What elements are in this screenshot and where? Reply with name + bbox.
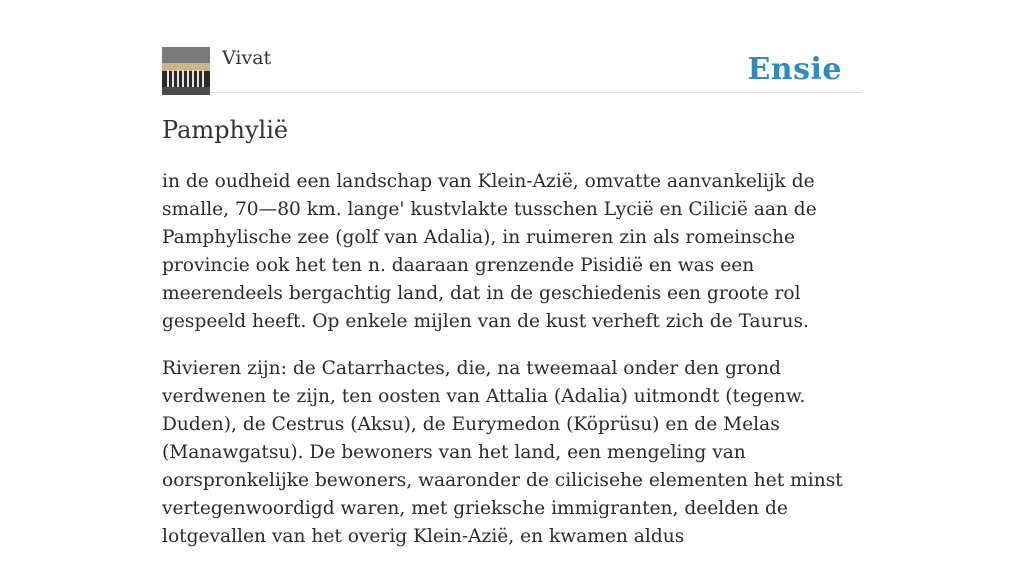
site-logo[interactable]: Ensie [747, 52, 842, 87]
author-name[interactable]: Vivat [222, 47, 272, 69]
article-paragraph: Rivieren zijn: de Catarrhactes, die, na tweemaal onder den grond verdwenen te zijn, ten oosten van Attalia (Adalia) uitmondt (tegenw. Duden), de Cestrus (Aksu), de Eurymedon (Köprüsu) en de Melas (Manawgatsu). De bewoners van het land, een mengeling van oorspronkelijke bewoners, waaronder de cilicisehe elementen het minst vertegenwoordigd waren, met grieksche immigranten, deelden de lotgevallen van het overig Klein-Azië, en kwamen aldus [162, 358, 843, 547]
article-header [162, 46, 862, 93]
avatar-photo-icon [162, 47, 210, 95]
article-paragraph: in de oudheid een landschap van Klein-Azië, omvatte aanvankelijk de smalle, 70—80 km. lange' kustvlakte tusschen Lycië en Cilicië aan de Pamphylische zee (golf van Adalia), in ruimeren zin als romeinsche provincie ook het ten n. daaraan grenzende Pisidië en was een meerendeels bergachtig land, dat in de geschiedenis een groote rol gespeeld heeft. Op enkele mijlen van de kust verheft zich de Taurus. [162, 171, 817, 332]
author-avatar[interactable] [162, 47, 210, 95]
article-body [162, 168, 862, 570]
article-title: Pamphylië [162, 116, 289, 144]
article-page [162, 0, 862, 547]
